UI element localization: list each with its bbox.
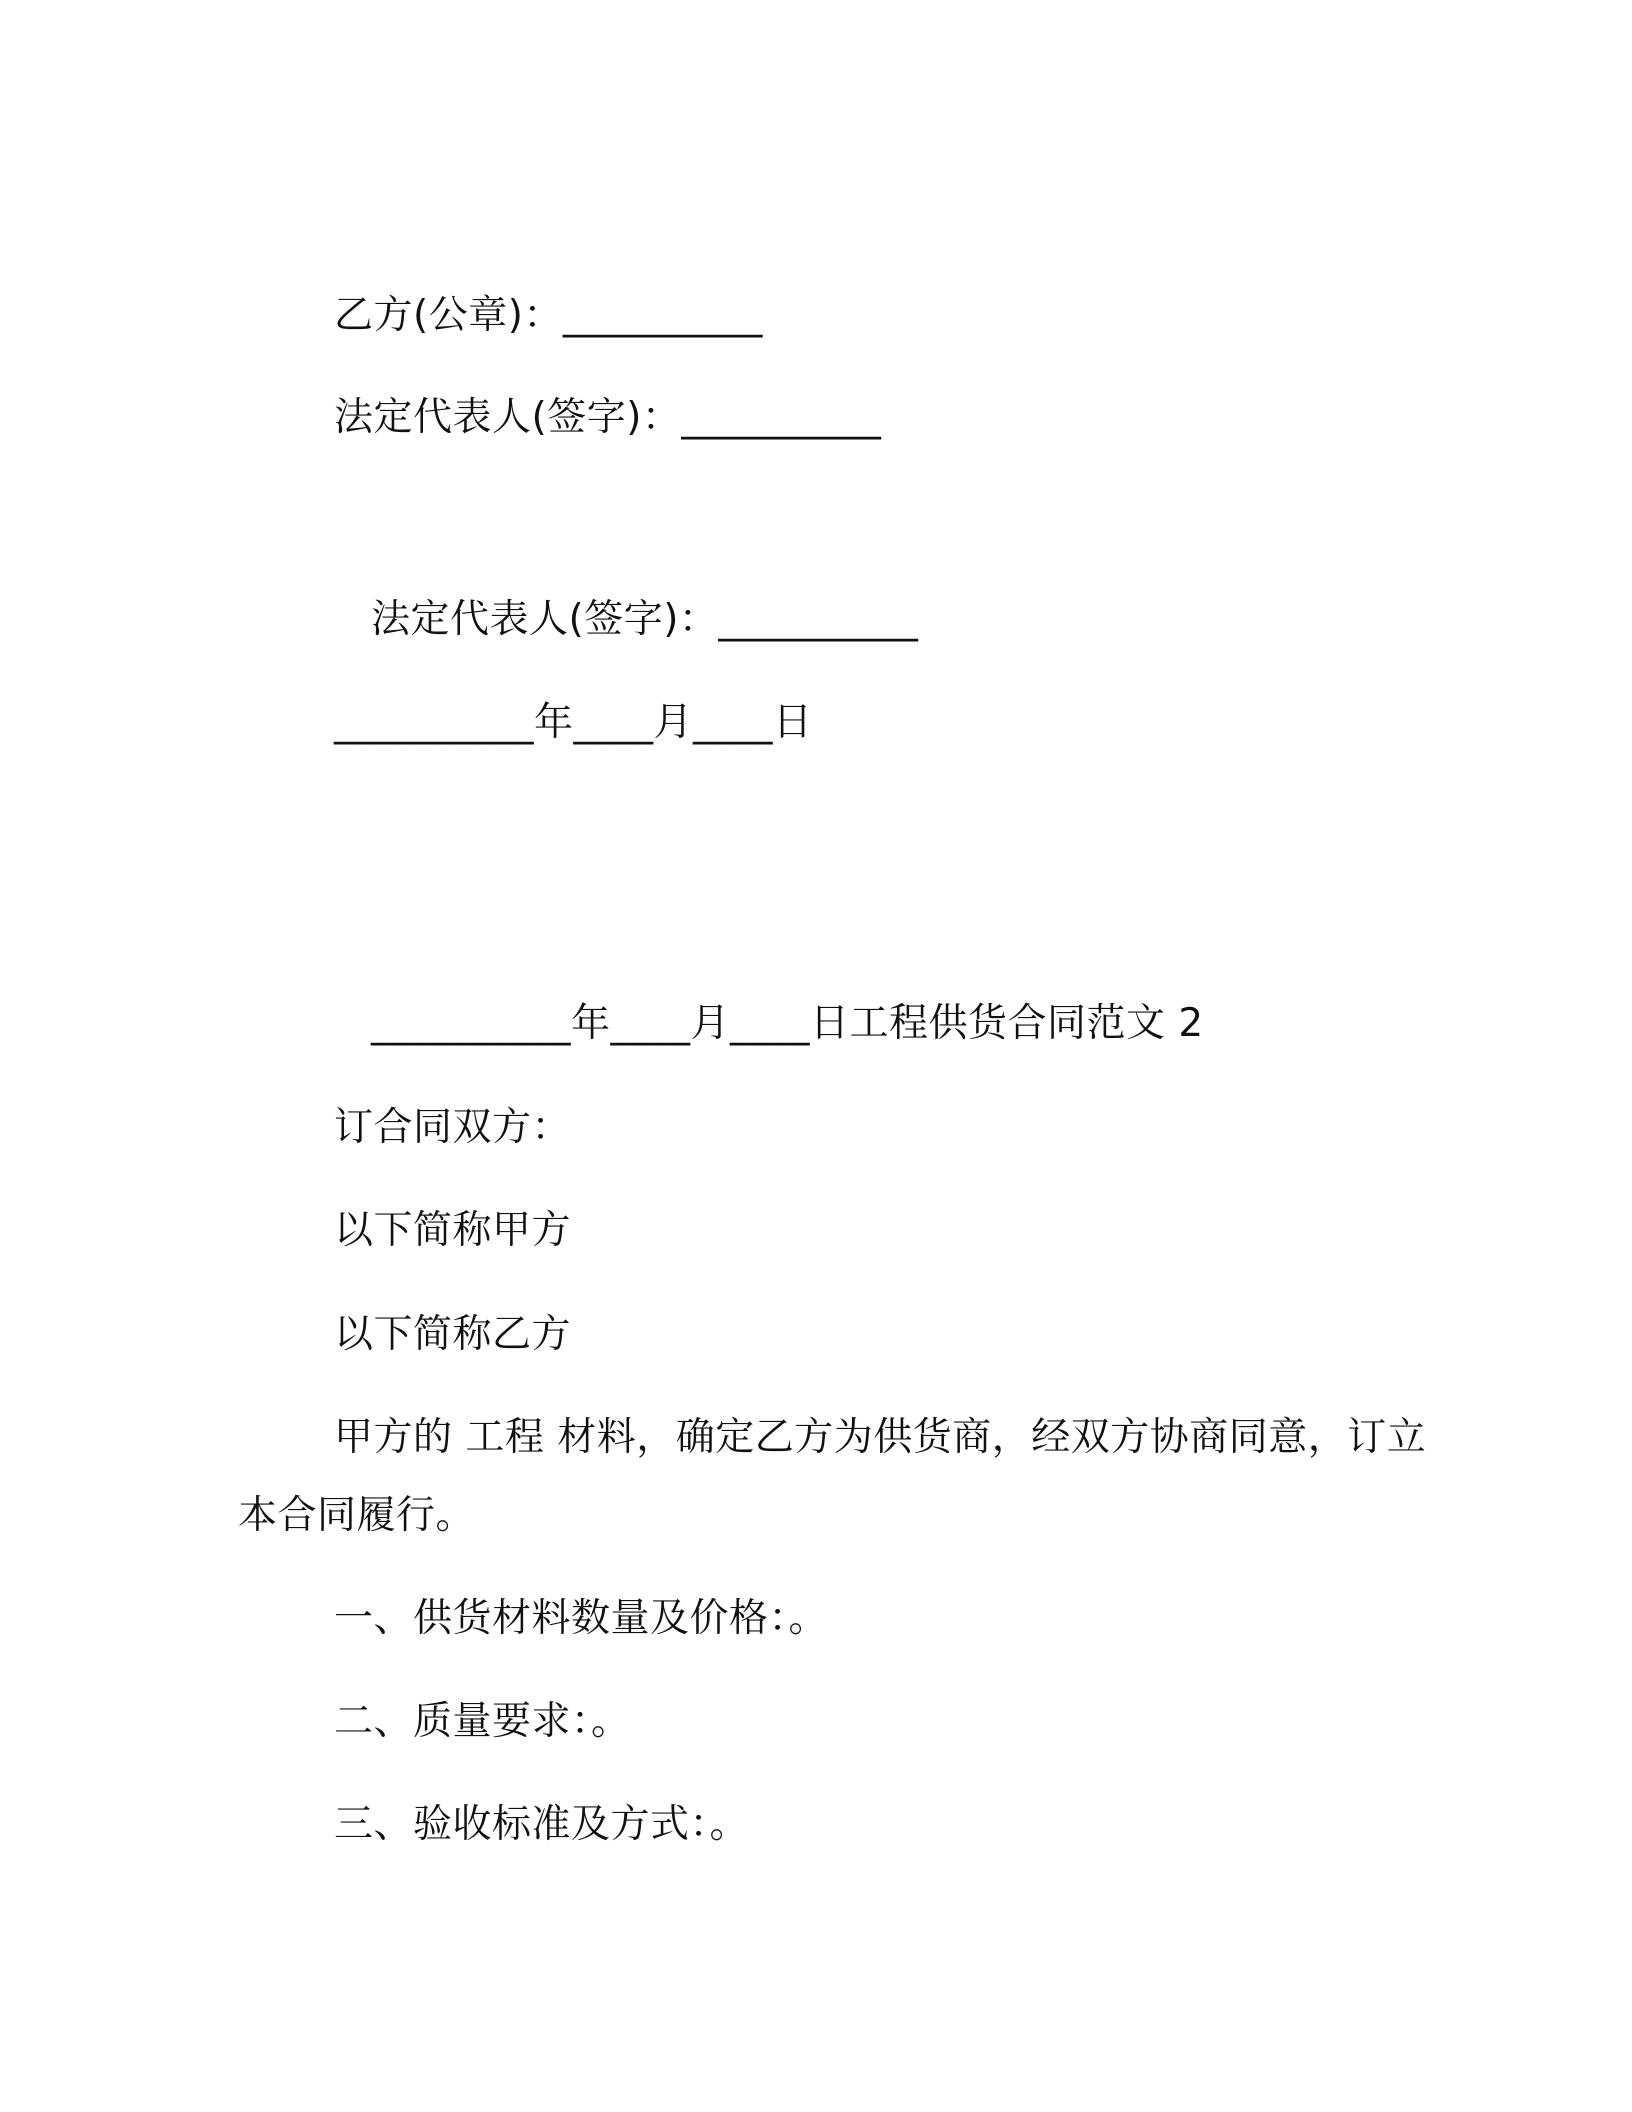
clause-3: 三、验收标准及方式：。 [334, 1802, 750, 1847]
date-line: __________年____月____日 [334, 700, 813, 745]
intro-paragraph-line-2: 本合同履行。 [238, 1493, 476, 1538]
clause-1: 一、供货材料数量及价格：。 [334, 1596, 829, 1641]
party-b-seal-line: 乙方(公章)：__________ [334, 293, 763, 338]
intro-paragraph-line-1: 甲方的 工程 材料，确定乙方为供货商，经双方协商同意，订立 [334, 1415, 1427, 1460]
clause-2: 二、质量要求：。 [334, 1699, 631, 1744]
legal-representative-line-2: 法定代表人(签字)：__________ [371, 597, 919, 642]
party-b-abbreviation: 以下简称乙方 [334, 1312, 572, 1357]
legal-representative-line: 法定代表人(签字)：__________ [334, 395, 882, 440]
party-a-abbreviation: 以下简称甲方 [334, 1208, 572, 1253]
document-title: __________年____月____日工程供货合同范文 2 [371, 1001, 1204, 1046]
contract-parties-heading: 订合同双方： [334, 1105, 572, 1150]
